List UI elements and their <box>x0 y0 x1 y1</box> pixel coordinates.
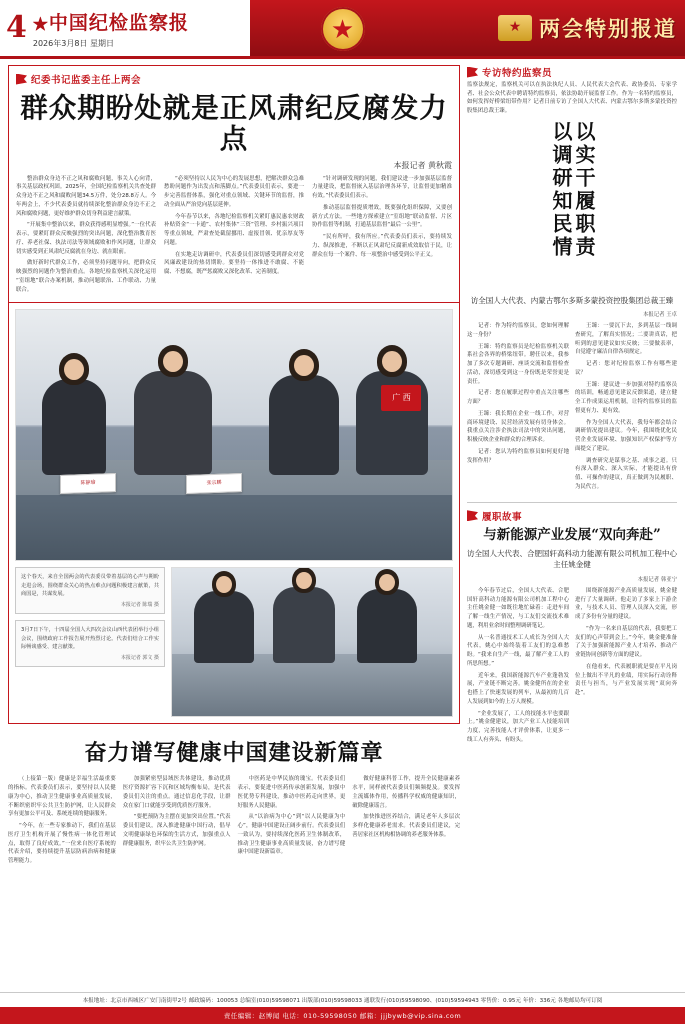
second-story <box>8 736 460 869</box>
left-column <box>8 65 460 1004</box>
lead-column-2 <box>164 175 304 298</box>
photo-nameplate-label: 张宗鹏 <box>206 479 222 487</box>
duty-para: 围绕新能源产业高质量发展，姚金健进行了大量调研。他走访了多家上下游企业，与技术人员、管理人员深入交流，形成了多份有分量的建议。 <box>575 587 677 621</box>
second-story-column-2 <box>123 775 231 869</box>
interview-byline: 本报记者 王卓 <box>642 312 677 319</box>
interview-para: 记者：您在履职过程中重点关注哪些方面？ <box>467 390 569 406</box>
interview-story <box>467 65 677 495</box>
second-story-para: 加快推进医养结合，满足老年人多层次多样化健康养老需求。代表委员们建议，完善居家社区机构相协调的养老服务体系。 <box>352 814 460 838</box>
duty-story <box>467 509 677 748</box>
photo-person-face <box>382 351 402 372</box>
photo-person <box>269 375 339 475</box>
photo-person-face <box>296 572 312 589</box>
photo-nameplate <box>186 473 242 494</box>
interview-para: 记者：作为特约监察员，您如何理解这一身份？ <box>467 323 569 338</box>
lead-kicker-text: 纪委书记监委主任上两会 <box>31 75 142 86</box>
photo-block <box>8 303 460 724</box>
secondary-photo-table <box>172 654 452 716</box>
lead-kicker <box>16 72 452 86</box>
photo-person-face <box>294 355 314 376</box>
interview-text <box>575 322 677 492</box>
main-photo-caption: 这个春天，来自全国两会的代表委员带着基层的心声与期盼走进会场，围绕群众关心的热点难点问题积极建言献策，共商国是，共谋发展。 <box>21 574 159 597</box>
photo-person-head <box>375 569 399 595</box>
photo-person-head <box>158 345 188 377</box>
main-photo-credit: 本报记者 陈瑞 摄 <box>120 602 159 609</box>
photo-person-face <box>163 351 183 372</box>
lead-para: “针对调研发现的问题，我们建议进一步加强基层监督力量建设，把监督嵌入基层治理各环节，让监督更加精准有效。”代表委员们表示。 <box>312 175 452 200</box>
interview-para: 作为全国人大代表，我每年都会结合调研情况提出建议。今年，我围绕优化民营企业发展环境、加强知识产权保护等方面提交了建议。 <box>575 419 677 452</box>
paper-name <box>33 8 189 35</box>
emblem-star-icon: ★ <box>330 15 355 45</box>
photo-person-head <box>289 349 319 381</box>
section-divider <box>467 502 677 503</box>
interview-para: 王臻：特约监察员是纪检监察机关联系社会各界的桥梁纽带。聘任以来，我参加了多次专题调研、座谈交流和监督检查活动，深切感受到这一身份既是荣誉更是责任。 <box>467 343 569 385</box>
interview-vertical-headline-left: 以实干履职责 <box>572 120 596 259</box>
duty-para: 在他看来，代表履职就是要在平凡岗位上做出不平凡的业绩，用实际行动诠释责任与担当，与产业发展实现“双向奔赴”。 <box>575 663 677 697</box>
interview-para: 王臻：建议进一步加强对特约监察员的培训，畅通意见建议反馈渠道，建立健全工作成果运用机制，让特约监察员的监督更有力、更有效。 <box>575 381 677 414</box>
paper-date: 2026年3月8日 星期日 <box>32 38 114 48</box>
interview-vertical-headline-right: 以调研知民情 <box>549 120 573 259</box>
lead-para: 在实地走访调研中，代表委员们深切感受到群众对党风廉政建设的热切期盼。要坚持一体推进不敢腐、不能腐、不想腐，既严惩腐败又深化改革、完善制度。 <box>164 251 304 276</box>
main-photo-caption-box <box>15 567 165 614</box>
masthead-left <box>0 0 250 56</box>
photo-region-tag <box>381 385 421 411</box>
lead-columns <box>16 175 452 298</box>
interview-column-1 <box>467 322 569 495</box>
footer-info: 本报地址：北京市西城区广安门南街甲2号 邮政编码：100053 总编室(010)59598071 出版部(010)59598033 通联发行(010)59598090、(010)59594943 零售价：0.95元 年价：336元 各地邮局均可订阅 <box>0 992 685 1007</box>
caption-column <box>15 567 165 717</box>
duty-column-2 <box>575 587 677 748</box>
lead-para: 整治群众身边不正之风和腐败问题，事关人心向背，事关基层政权巩固。2025年，全国纪检监察机关共查处群众身边不正之风和腐败问题34.5万件，处分28.8万人。今年两会上，不少代表委员就持续深化整治群众身边不正之风和腐败问题，更好维护群众切身利益建言献策。 <box>16 175 156 217</box>
photo-person-face <box>379 574 395 591</box>
interview-kicker <box>467 65 677 79</box>
second-story-text <box>352 775 460 839</box>
interview-kicker-text: 专访特约监察员 <box>482 68 553 79</box>
special-report-label: 两会特别报道 <box>539 16 677 41</box>
photo-nameplate <box>60 473 116 494</box>
interview-vertical-headline <box>467 121 677 289</box>
footer-editor-bar: 责任编辑：赵博闻 电话：010-59598050 邮箱：jjjbywb@vip.sina.com <box>0 1007 685 1024</box>
second-story-column-4 <box>352 775 460 869</box>
duty-column-1 <box>467 587 569 748</box>
page-body <box>0 59 685 1004</box>
secondary-photo-credit: 本报记者 郭文 摄 <box>120 655 159 662</box>
second-story-columns <box>8 775 460 869</box>
second-story-text <box>123 775 231 848</box>
interview-columns <box>467 322 677 495</box>
interview-text <box>467 322 569 465</box>
interview-column-2 <box>575 322 677 495</box>
interview-para: 王臻：我长期在企业一线工作，对营商环境建设、民营经济发展有切身体会。我重点关注涉企执法司法中的突出问题，积极反映企业和群众的合理诉求。 <box>467 410 569 444</box>
duty-subtitle: 访全国人大代表、合肥国轩高科动力能源有限公司机加工程中心主任姚金健 <box>467 548 677 570</box>
photo-person-head <box>292 567 316 593</box>
second-story-para: 中医药是中华民族的瑰宝。代表委员们表示，要促进中医药传承创新发展，加强中医优势专科建设，推动中医药走向世界，更好服务人民健康。 <box>237 776 346 809</box>
duty-kicker-text: 履职故事 <box>482 511 523 523</box>
duty-byline: 本报记者 韩亚宁 <box>637 576 677 583</box>
secondary-photo <box>171 567 453 717</box>
interview-para: 记者：您对纪检监察工作有哪些建议？ <box>575 361 677 376</box>
second-story-para: （上接第一版）健康是幸福生活最重要的指标。代表委员们表示，要坚持以人民健康为中心，推动卫生健康事业高质量发展，不断织密织牢公共卫生防护网，让人民群众享有更加公平可及、系统连续的健康服务。 <box>8 776 116 818</box>
interview-lede: 监察法规定，监察机关可以在执法执纪人员、人民代表大会代表、政协委员、专家学者、社会公众代表中聘请特约监察员，依法协助开展监督工作。作为一名特约监察员，如何发挥好桥梁纽带作用？记者日前专访了全国人大代表、内蒙古鄂尔多斯多蒙投资控股集团总裁王臻。 <box>467 82 677 114</box>
photo-person <box>134 371 212 475</box>
duty-para: “作为一名来自基层的代表，我要把工友们的心声带到会上。”今年，姚金健准备了关于加强新能源产业人才培养、推动产业链协同创新等方面的建议。 <box>575 625 677 659</box>
duty-headline: 与新能源产业发展“双向奔赴” <box>483 526 661 543</box>
second-story-para: “今年，在一些专家推动下，我们在基层医疗卫生机构开展了慢性病一体化管理试点，取得了良好成效。”一位来自医疗系统的代表介绍，要持续提升基层防病治病和健康管理能力。 <box>8 823 116 865</box>
duty-para: 今年春节过后，全国人大代表、合肥国轩高科动力能源有限公司机加工程中心主任姚金健一如既往地忙碌着：走进车间了解一线生产情况，与工友们交流技术难题，利用业余时间整理调研笔记。 <box>467 587 569 629</box>
photo-person <box>42 379 106 475</box>
lead-text <box>312 175 452 260</box>
red-star-icon: ★ <box>32 14 49 33</box>
duty-columns <box>467 587 677 748</box>
interview-subtitle: 访全国人大代表、内蒙古鄂尔多斯多蒙投资控股集团总裁王臻 <box>470 295 674 305</box>
national-emblem-icon <box>300 5 386 51</box>
main-photo <box>15 309 453 561</box>
duty-text <box>575 587 677 698</box>
duty-para: “企业发展了，工人的技能水平也要跟上。”姚金健建议，加大产业工人技能培训力度，完善技能人才评价体系，让更多一线工人有奔头、有盼头。 <box>467 710 569 743</box>
lead-para: 今年春节以来，各地纪检监察机关紧盯惠民惠农财政补贴资金“一卡通”、农村集体“三资”管理、乡村振兴项目等重点领域，严肃查处截留挪用、虚报冒领、优亲厚友等问题。 <box>164 213 304 246</box>
duty-para: 从一名普通技术工人成长为全国人大代表，姚心中始终装着工友们的急难愁盼。“我来自生产一线，最了解产业工人的所思所想。” <box>467 634 569 667</box>
photo-person-head <box>212 571 236 597</box>
page-footer <box>0 992 685 1024</box>
second-story-text <box>8 775 116 866</box>
badge-emblem-icon <box>498 15 532 41</box>
photo-person-head <box>377 345 407 377</box>
flag-icon <box>16 74 27 85</box>
duty-kicker <box>467 509 677 523</box>
lead-column-3 <box>312 175 452 298</box>
second-story-para: 做好健康科普工作，提升全民健康素养水平，同样被代表委员们频频提及。要发挥主流媒体作用，传播科学权威的健康知识，破除健康谣言。 <box>352 776 460 809</box>
lead-para: “民有所呼，我有所应。”代表委员们表示，要持续发力、纵深推进，不断以正风肃纪反腐新成效取信于民，让群众在每一个案件、每一项整治中感受到公平正义。 <box>312 234 452 258</box>
photo-person-head <box>59 353 89 385</box>
flag-icon <box>467 67 478 78</box>
lead-story <box>8 65 460 303</box>
masthead <box>0 0 685 56</box>
photo-lower-row <box>15 567 453 717</box>
masthead-right <box>435 0 685 56</box>
lead-para: 推动基层监督提质增效，既要强化组织保障，又要创新方式方法。一些地方探索建立“室组地”联动监督、片区协作监督等机制，打通基层监督“最后一公里”。 <box>312 204 452 229</box>
paper-name-text: 中国纪检监察报 <box>48 11 189 34</box>
photo-person-face <box>64 359 84 380</box>
interview-para: 记者：您认为特约监察员如何更好地发挥作用？ <box>467 448 569 464</box>
second-story-column-3 <box>238 775 346 869</box>
secondary-photo-caption: 3月7日下午，十四届全国人大四次会议山西代表团举行小组会议，围绕政府工作报告展开热烈讨论。代表们结合工作实际畅谈感受、建言献策。 <box>21 627 159 650</box>
lead-para: “开展集中整治以来，群众获得感明显增强。”一位代表表示，要紧盯群众反映强烈的突出问题，深化整治教育医疗、养老社保、执法司法等领域腐败和作风问题，让群众切实感受到正风肃纪反腐就在身边、就在眼前。 <box>16 222 156 255</box>
lead-text <box>16 175 156 295</box>
lead-headline: 群众期盼处就是正风肃纪反腐发力点 <box>20 92 448 155</box>
duty-para: 近年来，我国新能源汽车产业蓬勃发展，产业链不断完善。姚金健所在的企业也搭上了快速发展的列车，从最初的几百人发展到如今的上万人规模。 <box>467 672 569 705</box>
photo-person <box>357 589 417 663</box>
special-report-badge <box>498 13 677 43</box>
photo-person-face <box>216 576 232 593</box>
photo-person <box>194 591 254 663</box>
photo-region-label: 广 西 <box>392 393 411 403</box>
second-story-para: “要把预防为主摆在更加突出位置。”代表委员们建议，深入推进健康中国行动，倡导文明健康绿色环保的生活方式，加强重点人群健康服务，织牢公共卫生防护网。 <box>122 814 231 847</box>
secondary-photo-caption-box <box>15 620 165 667</box>
photo-person <box>273 587 335 663</box>
right-column <box>467 65 677 1004</box>
second-story-text <box>238 775 346 857</box>
masthead-center <box>250 0 435 56</box>
lead-byline: 本报记者 黄秋霞 <box>393 160 452 170</box>
lead-para: “必须坚持以人民为中心的发展思想，把解决群众急难愁盼问题作为出发点和落脚点。”代表委员们表示，要进一步完善监督体系，强化对重点领域、关键环节的监督，推动全面从严治党向基层延伸。 <box>164 175 304 208</box>
interview-para: 调查研究是谋事之基、成事之道。只有深入群众、深入实际，才能提出有价值、可操作的建议，真正做到为民履职、为民代言。 <box>575 457 677 490</box>
photo-table-cloth <box>16 495 452 560</box>
flag-icon <box>467 510 478 521</box>
second-story-para: 加强紧密型县域医共体建设，推动优质医疗资源扩容下沉和区域均衡布局，是代表委员们关注的重点。通过信息化手段，让群众在家门口就能享受到优质医疗服务。 <box>122 776 231 809</box>
second-story-column-1 <box>8 775 116 869</box>
lead-para: 做好新时代群众工作，必须坚持问题导向，把群众反映强烈的问题作为整治重点。各地纪检监察机关深化运用“室组地”联合办案机制，推动问题联治、工作联动、力量联合。 <box>16 260 156 293</box>
second-story-headline: 奋力谱写健康中国建设新篇章 <box>84 740 384 767</box>
second-story-para: 从“以治病为中心”到“以人民健康为中心”，健康中国建设正阔步前行。代表委员们一致认为，要持续深化医药卫生体制改革，推动卫生健康事业高质量发展，奋力谱写健康中国建设新篇章。 <box>237 814 346 856</box>
photo-nameplate-label: 陈静瑜 <box>80 479 96 487</box>
page-number: 4 <box>6 10 27 45</box>
masthead-title-block <box>33 8 189 49</box>
lead-text <box>164 175 304 277</box>
lead-column-1 <box>16 175 156 298</box>
duty-text <box>467 587 569 745</box>
interview-para: 王臻：一要沉下去，多到基层一线调查研究，了解真实情况；二要讲真话，把听到的意见建议如实反映；三要做表率，自觉遵守廉洁自律各项规定。 <box>575 323 677 356</box>
